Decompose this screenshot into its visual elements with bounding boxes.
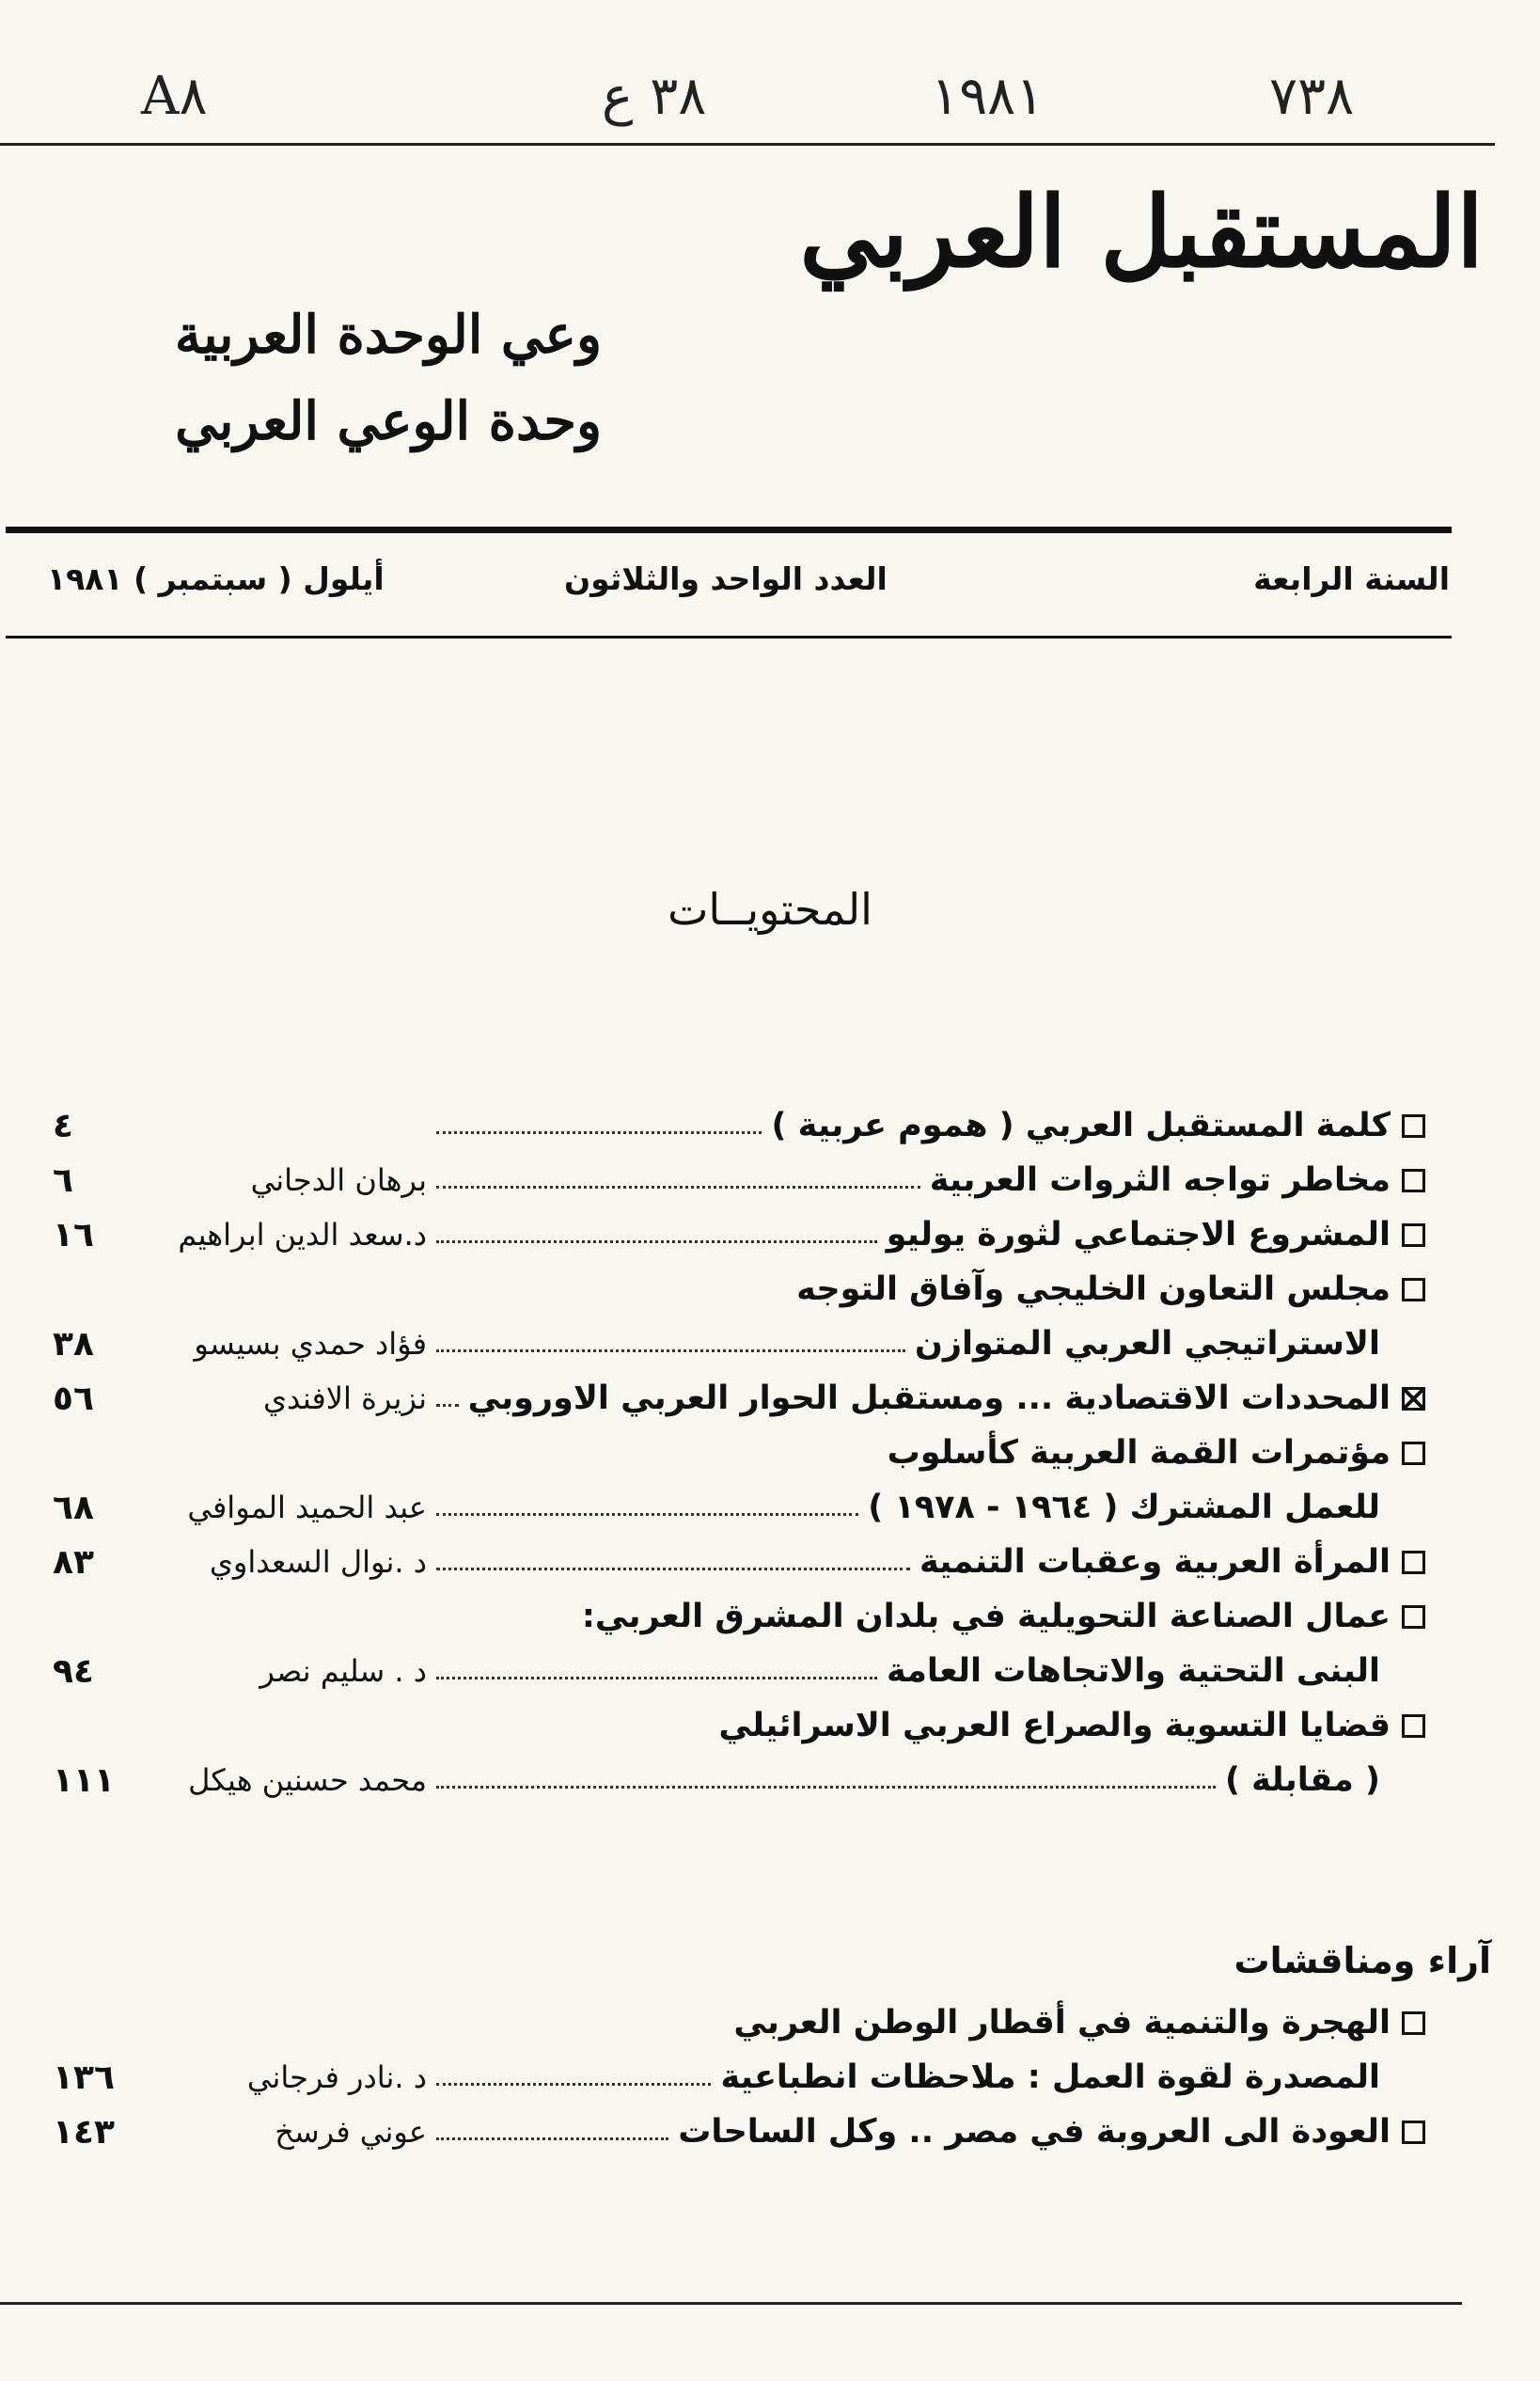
discussion-contents xyxy=(53,1995,1425,2159)
toc-entry-page: ١٦ xyxy=(53,1215,94,1254)
toc-entry-page: ٦ xyxy=(53,1160,73,1200)
toc-entry-title: البنى التحتية والاتجاهات العامة xyxy=(887,1652,1380,1690)
toc-entry-page: ٩٤ xyxy=(53,1651,94,1691)
journal-logo: المستقبل العربي xyxy=(799,174,1484,290)
toc-entry-title: مخاطر تواجه الثروات العربية xyxy=(929,1161,1391,1199)
toc-entry-title: المحددات الاقتصادية ... ومستقبل الحوار العربي الاوروبي xyxy=(467,1380,1391,1417)
toc-entry-author: د .نوال السعداوي xyxy=(209,1544,427,1580)
checkbox-icon xyxy=(1402,1169,1425,1192)
toc-entry-title: ( مقابلة ) xyxy=(1224,1761,1380,1799)
toc-entry xyxy=(53,2050,1425,2105)
dot-leader xyxy=(436,1186,920,1189)
slogan-line-1: وعي الوحدة العربية xyxy=(174,304,602,366)
issue-date: أيلول ( سبتمبر ) ١٩٨١ xyxy=(47,560,385,597)
toc-entry-title: كلمة المستقبل العربي ( هموم عربية ) xyxy=(771,1107,1391,1144)
toc-entry xyxy=(53,1207,1425,1262)
toc-entry-author: د . سليم نصر xyxy=(259,1653,427,1689)
toc-entry-author: د.سعد الدين ابراهيم xyxy=(178,1217,427,1253)
toc-entry-title: مجلس التعاون الخليجي وآفاق التوجه xyxy=(796,1270,1391,1308)
thick-rule xyxy=(6,527,1452,533)
toc-entry-author: نزيرة الافندي xyxy=(263,1380,427,1416)
dot-leader xyxy=(436,1349,905,1352)
dot-leader xyxy=(436,2137,668,2140)
handwritten-index: ٧٣٨ xyxy=(1269,66,1355,127)
checkbox-icon xyxy=(1402,1551,1425,1574)
toc-entry xyxy=(53,1480,1425,1535)
handwritten-issue-number: ٣٨ ع xyxy=(602,66,707,127)
toc-entry-page: ١٤٣ xyxy=(53,2112,115,2152)
checkbox-icon xyxy=(1402,2121,1425,2144)
toc-entry xyxy=(53,1644,1425,1698)
toc-entry-title: للعمل المشترك ( ١٩٦٤ - ١٩٧٨ ) xyxy=(868,1489,1380,1526)
checkbox-icon xyxy=(1402,1114,1425,1138)
toc-entry-author: فؤاد حمدي بسيسو xyxy=(194,1326,427,1362)
issue-number: العدد الواحد والثلاثون xyxy=(564,560,888,597)
toc-entry-title: العودة الى العروبة في مصر .. وكل الساحات xyxy=(678,2113,1391,2151)
toc-entry-title: الاستراتيجي العربي المتوازن xyxy=(914,1325,1380,1363)
dot-leader xyxy=(436,1786,1216,1789)
issue-year: السنة الرابعة xyxy=(1253,560,1450,597)
toc-entry-page: ١٣٦ xyxy=(53,2058,115,2097)
toc-entry xyxy=(53,1995,1425,2050)
checkbox-icon xyxy=(1402,1605,1425,1629)
toc-entry xyxy=(53,1698,1425,1753)
toc-entry-page: ٥٦ xyxy=(53,1379,94,1418)
thin-rule xyxy=(6,636,1452,639)
toc-entry xyxy=(53,1371,1425,1426)
dot-leader xyxy=(436,1513,858,1516)
table-of-contents xyxy=(53,1098,1425,1807)
toc-entry xyxy=(53,2105,1425,2159)
handwritten-code: A٨ xyxy=(141,66,208,127)
toc-entry-title: المشروع الاجتماعي لثورة يوليو xyxy=(886,1216,1391,1254)
toc-entry-author: برهان الدجاني xyxy=(250,1162,427,1198)
toc-entry-title: عمال الصناعة التحويلية في بلدان المشرق العربي: xyxy=(581,1598,1391,1635)
checked-box-icon xyxy=(1402,1387,1425,1411)
slogan xyxy=(47,292,602,465)
toc-entry xyxy=(53,1753,1425,1807)
dot-leader xyxy=(436,1677,877,1679)
dot-leader xyxy=(436,1240,877,1243)
toc-entry-page: ٣٨ xyxy=(53,1324,94,1364)
slogan-line-2: وحدة الوعي العربي xyxy=(175,390,602,452)
dot-leader xyxy=(436,1568,910,1570)
checkbox-icon xyxy=(1402,1223,1425,1247)
checkbox-icon xyxy=(1402,1714,1425,1738)
contents-heading: المحتويــات xyxy=(668,884,872,935)
section-heading: آراء ومناقشات xyxy=(1234,1940,1491,1981)
toc-entry-author: عوني فرسخ xyxy=(275,2114,427,2150)
toc-entry-page: ١١١ xyxy=(53,1760,115,1800)
toc-entry-author: محمد حسنين هيكل xyxy=(188,1762,427,1798)
toc-entry-title: المرأة العربية وعقبات التنمية xyxy=(919,1543,1391,1581)
checkbox-icon xyxy=(1402,1278,1425,1301)
toc-entry-page: ٤ xyxy=(53,1106,73,1145)
toc-entry-title: الهجرة والتنمية في أقطار الوطن العربي xyxy=(733,2004,1391,2042)
toc-entry-author: د .نادر فرجاني xyxy=(246,2059,427,2095)
bottom-divider xyxy=(0,2302,1462,2305)
toc-entry-author: عبد الحميد الموافي xyxy=(187,1490,427,1525)
checkbox-icon xyxy=(1402,1442,1425,1465)
toc-entry xyxy=(53,1589,1425,1644)
toc-entry xyxy=(53,1535,1425,1589)
toc-entry-page: ٨٣ xyxy=(53,1542,94,1582)
checkbox-icon xyxy=(1402,2011,1425,2035)
handwritten-year: ١٩٨١ xyxy=(931,66,1045,127)
dot-leader xyxy=(436,1131,762,1134)
toc-entry-title: مؤتمرات القمة العربية كأسلوب xyxy=(887,1434,1391,1472)
toc-entry-title: قضايا التسوية والصراع العربي الاسرائيلي xyxy=(718,1707,1391,1744)
toc-entry-title: المصدرة لقوة العمل : ملاحظات انطباعية xyxy=(720,2058,1380,2096)
toc-entry xyxy=(53,1098,1425,1153)
toc-entry xyxy=(53,1262,1425,1317)
dot-leader xyxy=(436,1404,459,1407)
toc-entry xyxy=(53,1426,1425,1480)
toc-entry-page: ٦٨ xyxy=(53,1488,94,1527)
toc-entry xyxy=(53,1153,1425,1207)
dot-leader xyxy=(436,2083,711,2086)
toc-entry xyxy=(53,1317,1425,1371)
top-divider xyxy=(0,143,1495,146)
